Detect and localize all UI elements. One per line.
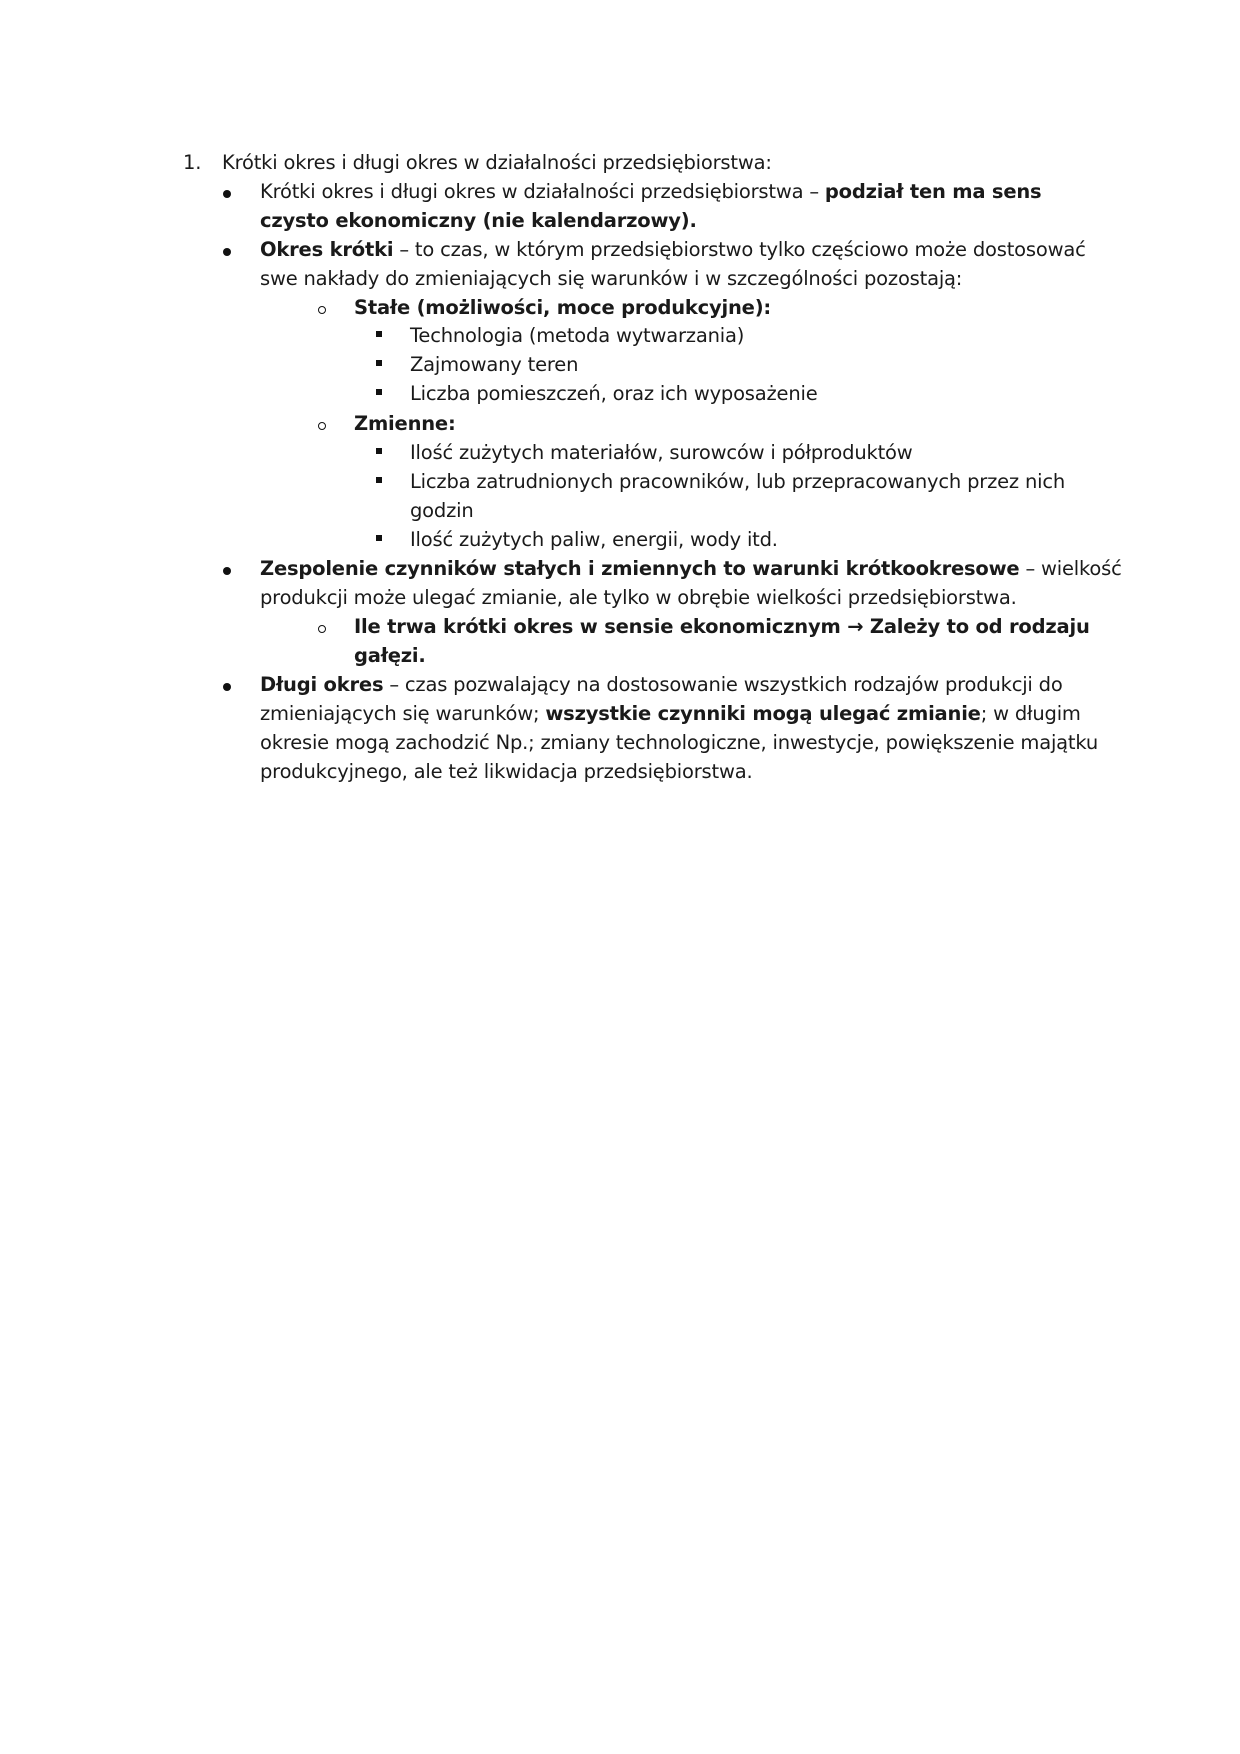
paragraph-line: produkcyjnego, ale też likwidacja przedsiębiorstwa.: [260, 760, 753, 783]
paragraph-line: [260, 236, 1086, 264]
list-item: Liczba pomieszczeń, oraz ich wyposażenie: [410, 382, 818, 405]
text-normal: – czas pozwalający na dostosowanie wszystkich rodzajów produkcji do: [383, 673, 1063, 696]
circle-bullet-icon: [318, 422, 326, 430]
square-bullet-icon: [376, 477, 382, 483]
list-number: 1.: [183, 151, 202, 174]
square-bullet-icon: [376, 331, 382, 337]
text-bold: Okres krótki: [260, 238, 394, 261]
bullet-icon: [223, 248, 231, 256]
square-bullet-icon: [376, 360, 382, 366]
list-item: Zajmowany teren: [410, 353, 579, 376]
square-bullet-icon: [376, 448, 382, 454]
paragraph-line: zmieniających się warunków; wszystkie czynniki mogą ulegać zmianie; w długim: [260, 702, 1081, 725]
text-normal: – wielkość: [1019, 557, 1122, 580]
text-bold: Zespolenie czynników stałych i zmiennych to warunki krótkookresowe: [260, 557, 1020, 580]
text-bold: czysto ekonomiczny (nie kalendarzowy).: [260, 209, 697, 232]
list-item: Ilość zużytych materiałów, surowców i półproduktów: [410, 441, 913, 464]
bullet-icon: [223, 190, 231, 198]
paragraph-line: swe nakłady do zmieniających się warunków i w szczególności pozostają:: [260, 267, 963, 290]
list-item: Liczba zatrudnionych pracowników, lub przepracowanych przez nich: [410, 470, 1065, 493]
section-title: Krótki okres i długi okres w działalności przedsiębiorstwa:: [222, 151, 772, 174]
paragraph-line: [260, 671, 1063, 699]
paragraph-line: [260, 178, 1041, 206]
list-item-continuation: godzin: [410, 499, 474, 522]
sublist-label: Ile trwa krótki okres w sensie ekonomicznym → Zależy to od rodzaju: [354, 615, 1090, 638]
bullet-icon: [223, 683, 231, 691]
paragraph-line: [260, 207, 697, 235]
paragraph-line: okresie mogą zachodzić Np.; zmiany technologiczne, inwestycje, powiększenie majątku: [260, 731, 1099, 754]
text-bold: podział ten ma sens: [824, 180, 1042, 203]
sublist-label-continuation: gałęzi.: [354, 644, 426, 667]
circle-bullet-icon: [318, 625, 326, 633]
square-bullet-icon: [376, 535, 382, 541]
square-bullet-icon: [376, 389, 382, 395]
paragraph-line: produkcji może ulegać zmianie, ale tylko w obrębie wielkości przedsiębiorstwa.: [260, 586, 1017, 609]
paragraph-line: [260, 555, 1122, 583]
bullet-icon: [223, 567, 231, 575]
text-bold: Długi okres: [260, 673, 384, 696]
text-normal: – to czas, w którym przedsiębiorstwo tylko częściowo może dostosować: [393, 238, 1086, 261]
list-item: Technologia (metoda wytwarzania): [410, 324, 745, 347]
circle-bullet-icon: [318, 306, 326, 314]
sublist-label: Stałe (możliwości, moce produkcyjne):: [354, 296, 772, 319]
text-normal: Krótki okres i długi okres w działalności przedsiębiorstwa –: [260, 180, 825, 203]
sublist-label: Zmienne:: [354, 412, 456, 435]
list-item: Ilość zużytych paliw, energii, wody itd.: [410, 528, 778, 551]
